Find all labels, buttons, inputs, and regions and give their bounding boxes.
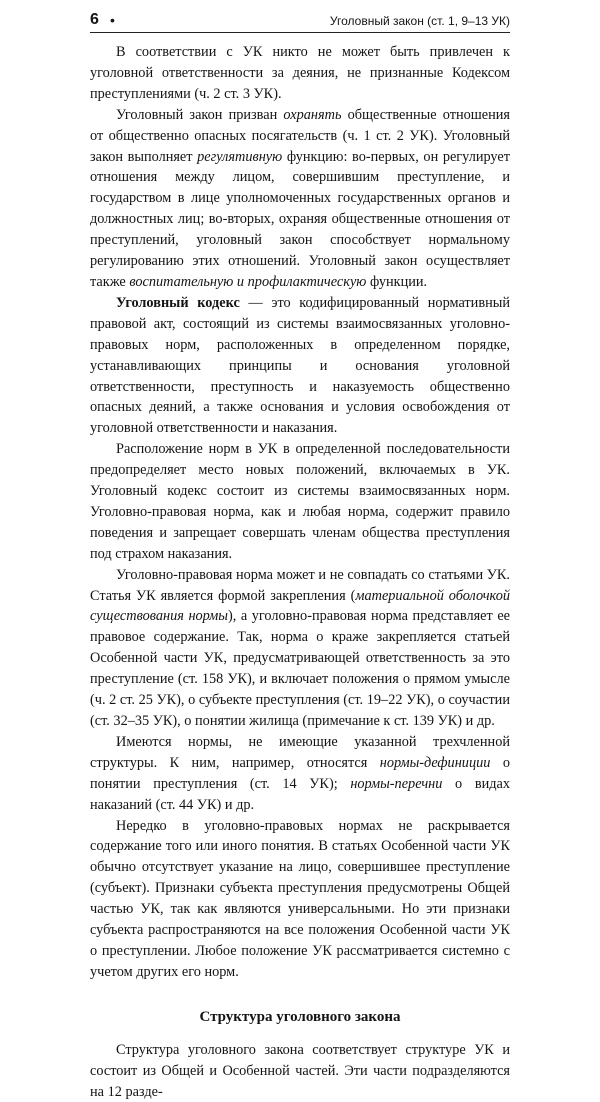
body-paragraph	[90, 42, 510, 105]
text-run: о видах наказаний (ст. 44 УК) и др.	[90, 775, 510, 813]
body-paragraph	[90, 565, 510, 732]
text-run: функцию: во-первых, он регулирует отношения между лицом, совершившим преступление, и государством в лице уполномоченных государственных органов и должностных лиц; во-вторых, охраняя общественные отношения от преступлений, уголовный закон способствует нормальному регулированию этих отношений. Уголовный закон осуществляет также	[90, 148, 510, 290]
body-paragraph	[90, 293, 510, 439]
text-run: Уголовно-правовая норма может и не совпадать со статьями УК. Статья УК является формой закрепления (	[90, 566, 510, 604]
italic-term: нормы-дефиниции	[379, 754, 491, 771]
italic-term: охранять	[283, 106, 342, 123]
text-run: — это кодифицированный нормативный правовой акт, состоящий из системы взаимосвязанных уголовно-правовых норм, расположенных в определенном порядке, устанавливающих принципы и основания уголовной ответственности, преступность и наказуемость общественно опасных деяний, а также основания и условия освобождения от уголовной ответственности и наказания.	[90, 294, 510, 437]
header-bullet: •	[110, 12, 115, 28]
running-title: Уголовный закон (ст. 1, 9–13 УК)	[329, 14, 510, 28]
running-header	[90, 10, 510, 33]
body-paragraph	[90, 816, 510, 983]
page-number: 6	[90, 11, 99, 28]
text-run: о понятии преступления (ст. 14 УК);	[90, 754, 510, 792]
italic-term: воспитательную и профилактическую	[129, 273, 367, 290]
text-run: ), а уголовно-правовая норма представляет ее правовое содержание. Так, норма о краже закрепляется статьей Особенной части УК, предусматривающей ответственность за это преступление (ст. 158 УК), и включает положения о прямом умысле (ч. 2 ст. 25 УК), о субъекте преступления (ст. 19–22 УК), о соучастии (ст. 32–35 УК), о понятии жилища (примечание к ст. 139 УК) и др.	[90, 608, 511, 729]
paragraphs-container	[90, 42, 510, 983]
body-paragraph	[90, 105, 510, 293]
text-run: общественные отношения от общественно опасных посягательств (ч. 1 ст. 2 УК). Уголовный закон выполняет	[90, 106, 510, 165]
text-run: В соответствии с УК никто не может быть привлечен к уголовной ответственности за деяния, не признанные Кодексом преступлениями (ч. 2 ст. 3 УК).	[90, 44, 510, 102]
bold-term: Уголовный кодекс	[116, 294, 240, 311]
body-paragraph	[90, 732, 510, 816]
text-run: Расположение норм в УК в определенной последовательности предопределяет место новых положений, включаемых в УК. Уголовный кодекс состоит из системы взаимосвязанных норм. Уголовно-правовая норма, как и любая норма, содержит правило поведения и запрещает совершать членам общества преступления под страхом наказания.	[90, 441, 510, 562]
text-run: функции.	[366, 273, 428, 290]
body-paragraph	[90, 439, 510, 564]
italic-term: материальной оболочкой существования нормы	[90, 587, 510, 625]
page-content	[90, 42, 510, 1102]
text-run: Уголовный закон призван	[116, 106, 284, 123]
italic-term: нормы-перечни	[350, 775, 443, 792]
italic-term: регулятивную	[197, 148, 283, 165]
text-run: Имеются нормы, не имеющие указанной трехчленной структуры. К ним, например, относятся	[90, 733, 510, 771]
text-run: Нередко в уголовно-правовых нормах не раскрывается содержание того или иного понятия. В статьях Особенной части УК обычно отсутствует указание на лицо, совершившее преступление (субъект). Признаки субъекта преступления предусмотрены Общей частью УК, так как являются универсальными. Но эти признаки субъекта распространяются на все положения Особенной части УК о преступлении. Любое положение УК рассматривается системно с учетом других его норм.	[90, 817, 510, 980]
section-heading: Структура уголовного закона	[199, 1008, 401, 1025]
section-paragraph: Структура уголовного закона соответствует структуре УК и состоит из Общей и Особенной частей. Эти части подразделяются на 12 разде-	[90, 1041, 510, 1100]
